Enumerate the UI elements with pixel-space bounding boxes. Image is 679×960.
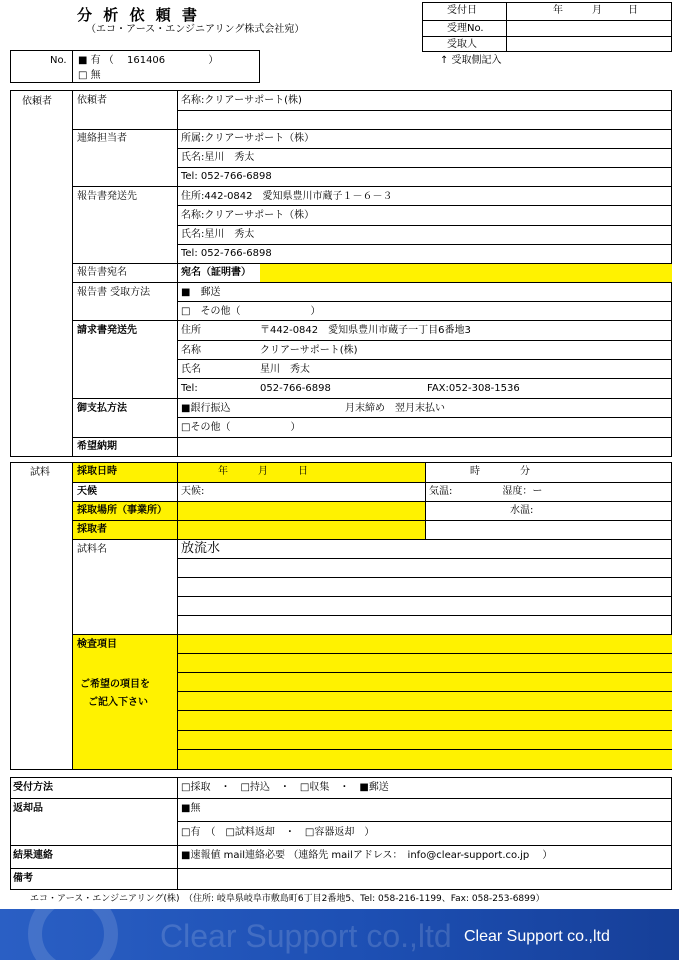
report-address: 住所:442-0842 愛知県豊川市蔵子１－６－３ [181, 191, 393, 202]
report-address-field[interactable] [260, 264, 672, 282]
no-yes-checkbox[interactable]: ■ 有 （ 161406 ） [78, 55, 219, 66]
receipt-receiver-label: 受取人 [447, 39, 477, 50]
requester-name: 名称:クリアーサポート(株) [181, 95, 302, 106]
accept-options[interactable]: □採取 ・ □持込 ・ □収集 ・ ■郵送 [181, 782, 389, 793]
company-line: エコ・アース・エンジニアリング(株) （住所: 岐阜県岐阜市敷島町6丁目2番地5、Tel: 058-216-1199、Fax: 058-253-6899） [30, 894, 545, 904]
collector-label: 採取者 [77, 524, 107, 535]
receipt-number-label: 受理No. [447, 23, 484, 34]
logo-watermark-icon [28, 909, 118, 960]
brand-banner [0, 909, 679, 960]
pay-other-checkbox[interactable]: □その他（ ） [181, 422, 301, 433]
receive-other-checkbox[interactable]: □ その他（ ） [181, 306, 321, 317]
no-no-checkbox[interactable]: □ 無 [78, 70, 101, 81]
report-name: 名称:クリアーサポート（株） [181, 210, 315, 221]
result-value: ■速報値 mail連絡必要 （連絡先 mailアドレス： info@clear-support.co.jp ） [181, 850, 553, 861]
receipt-year: 年 [553, 5, 563, 16]
return-none-checkbox[interactable]: ■無 [181, 803, 201, 814]
sample-section-label: 試料 [30, 467, 50, 478]
result-label: 結果連絡 [13, 850, 53, 861]
test-items-hint-2: ご記入下さい [88, 697, 148, 708]
invoice-tel: 052-766-6898 [260, 383, 331, 394]
form-addressee: （エコ・アース・エンジニアリング株式会社宛） [86, 24, 305, 35]
remarks-label: 備考 [13, 873, 33, 884]
receipt-month: 月 [592, 5, 602, 16]
temp-value: 気温: 湿度：ー [429, 486, 543, 497]
sample-collector-field[interactable] [73, 521, 425, 539]
pay-bank-checkbox[interactable]: ■銀行振込 [181, 403, 231, 414]
report-addr-value: 宛名（証明書） [181, 267, 251, 278]
report-addr-label: 報告書宛名 [77, 267, 127, 278]
weather-label: 天候 [77, 486, 97, 497]
return-label: 返却品 [13, 803, 43, 814]
test-items-hint-1: ご希望の項目を [80, 679, 150, 690]
invoice-name: クリアーサポート(株) [260, 345, 358, 356]
contact-dept: 所属:クリアーサポート（株） [181, 133, 315, 144]
form-title: 分 析 依 頼 書 [77, 6, 200, 24]
no-label: No. [50, 55, 67, 66]
accept-label: 受付方法 [13, 782, 53, 793]
sample-place-label: 採取場所（事業所） [77, 505, 167, 516]
report-tel: Tel: 052-766-6898 [181, 248, 272, 259]
sample-name-value: 放流水 [181, 541, 221, 556]
contact-label: 連絡担当者 [77, 133, 127, 144]
invoice-fax: FAX:052-308-1536 [427, 383, 520, 394]
sample-date-value: 年 月 日 [218, 466, 308, 477]
banner-watermark: Clear Support co.,ltd [160, 918, 452, 954]
weather-value: 天候: [181, 486, 205, 497]
report-person: 氏名:星川 秀太 [181, 229, 255, 240]
invoice-person-label: 氏名 [181, 364, 201, 375]
invoice-label: 請求書発送先 [77, 325, 137, 336]
invoice-address: 〒442-0842 愛知県豊川市蔵子一丁目6番地3 [260, 325, 471, 336]
receive-label: 報告書 受取方法 [77, 287, 151, 298]
client-section-label: 依頼者 [22, 96, 52, 107]
return-yes-checkbox[interactable]: □有 （ □試料返却 ・ □容器返却 ） [181, 827, 375, 838]
invoice-tel-label: Tel: [181, 383, 198, 394]
report-dest-label: 報告書発送先 [77, 191, 137, 202]
invoice-address-label: 住所 [181, 325, 201, 336]
test-items-label: 検査項目 [77, 639, 117, 650]
pay-terms: 月末締め 翌月末払い [345, 403, 445, 414]
invoice-name-label: 名称 [181, 345, 201, 356]
water-temp: 水温: [510, 505, 534, 516]
sample-date-label: 採取日時 [77, 466, 117, 477]
receipt-note: ↑ 受取側記入 [440, 55, 502, 66]
receipt-date-label: 受付日 [447, 5, 477, 16]
sample-name-label: 試料名 [77, 544, 107, 555]
invoice-person: 星川 秀太 [260, 364, 310, 375]
delivery-label: 希望納期 [77, 441, 117, 452]
payment-label: 御支払方法 [77, 403, 127, 414]
requester-label: 依頼者 [77, 95, 107, 106]
receipt-day: 日 [628, 5, 638, 16]
contact-name: 氏名:星川 秀太 [181, 152, 255, 163]
banner-brand: Clear Support co.,ltd [464, 928, 610, 945]
contact-tel: Tel: 052-766-6898 [181, 171, 272, 182]
sample-time-value: 時 分 [470, 466, 530, 477]
receive-mail-checkbox[interactable]: ■ 郵送 [181, 287, 221, 298]
